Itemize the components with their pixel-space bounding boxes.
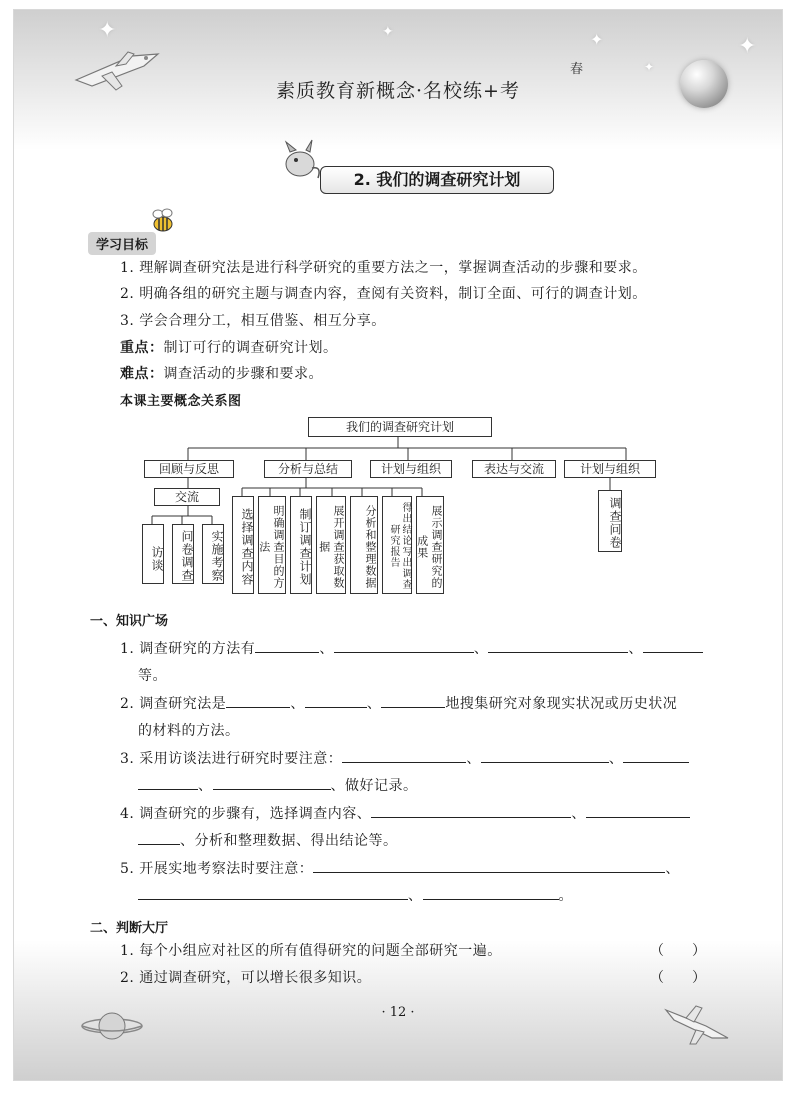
answer-blank[interactable] — [213, 775, 331, 790]
concept-map-root: 我们的调查研究计划 — [308, 417, 492, 437]
answer-blank[interactable] — [586, 803, 690, 818]
sparkle-icon: ✦ — [738, 34, 757, 59]
key-point-label: 重点： — [120, 340, 164, 356]
concept-node-analysis-child: 展示调查研究的成果 — [416, 496, 444, 594]
question-1: 1. 调查研究的方法有 、 、 、 — [120, 638, 703, 658]
sparkle-icon: ✦ — [382, 24, 394, 40]
question-3-cont: 、 、做好记录。 — [138, 775, 418, 795]
answer-blank[interactable] — [381, 693, 445, 708]
key-point-text: 制订可行的调查研究计划。 — [163, 340, 338, 356]
judgement-item: 2. 通过调查研究，可以增长很多知识。 — [120, 970, 372, 986]
concept-node-l1: 表达与交流 — [472, 460, 556, 478]
goal-item: 1. 理解调查研究法是进行科学研究的重要方法之一，掌握调查活动的步骤和要求。 — [120, 260, 647, 276]
question-3: 3. 采用访谈法进行研究时要注意： 、 、 — [120, 748, 689, 768]
concept-node-l1: 回顾与反思 — [144, 460, 234, 478]
answer-blank[interactable] — [226, 693, 290, 708]
question-4-cont: 、分析和整理数据、得出结论等。 — [138, 830, 398, 850]
goal-item: 3. 学会合理分工，相互借鉴、相互分享。 — [120, 313, 386, 329]
concept-node-l1: 计划与组织 — [370, 460, 452, 478]
concept-node-l1: 计划与组织 — [564, 460, 656, 478]
question-5-cont: 、 。 — [138, 885, 573, 905]
concept-node-exchange-child: 实施考察 — [202, 524, 224, 584]
concept-node-analysis-child: 选择调查内容 — [232, 496, 254, 594]
answer-blank[interactable] — [371, 803, 571, 818]
series-title: 素质教育新概念·名校练+考 — [276, 80, 520, 102]
question-1-end: 等。 — [138, 668, 167, 684]
question-4: 4. 调查研究的步骤有，选择调查内容、 、 — [120, 803, 690, 823]
sparkle-icon: ✦ — [98, 18, 117, 43]
concept-node-analysis-child: 明确调查目的方法 — [258, 496, 286, 594]
answer-blank[interactable] — [305, 693, 367, 708]
sparkle-icon: ✦ — [644, 60, 655, 74]
answer-blank[interactable] — [481, 748, 609, 763]
answer-blank[interactable] — [488, 638, 628, 653]
sparkle-icon: ✦ — [590, 30, 604, 49]
concept-node-exchange-child: 问卷调查 — [172, 524, 194, 584]
section-title: 二、判断大厅 — [90, 921, 169, 936]
goal-item: 2. 明确各组的研究主题与调查内容，查阅有关资料，制订全面、可行的调查计划。 — [120, 286, 647, 302]
answer-parentheses[interactable]: （ ） — [650, 970, 706, 986]
answer-blank[interactable] — [342, 748, 466, 763]
answer-blank[interactable] — [643, 638, 703, 653]
space-shuttle-icon — [662, 1000, 732, 1046]
difficulty-label: 难点： — [120, 366, 164, 382]
concept-map-title: 本课主要概念关系图 — [120, 394, 242, 409]
answer-blank[interactable] — [138, 775, 198, 790]
concept-node-analysis-child: 分析和整理数据 — [350, 496, 378, 594]
page — [14, 10, 782, 1080]
concept-node-plan-child: 调查问卷 — [598, 490, 622, 552]
section-title: 一、知识广场 — [90, 614, 169, 629]
difficulty-text: 调查活动的步骤和要求。 — [163, 366, 323, 382]
judgement-item: 1. 每个小组应对社区的所有值得研究的问题全部研究一遍。 — [120, 943, 502, 959]
question-2: 2. 调查研究法是 、 、 地搜集研究对象现实状况或历史状况 — [120, 693, 677, 713]
answer-blank[interactable] — [255, 638, 319, 653]
concept-node-analysis-child: 展开调查获取数据 — [316, 496, 346, 594]
answer-blank[interactable] — [423, 885, 559, 900]
concept-node-l1: 分析与总结 — [264, 460, 352, 478]
lesson-title: 2. 我们的调查研究计划 — [320, 166, 554, 194]
concept-node-exchange-child: 访谈 — [142, 524, 164, 584]
answer-parentheses[interactable]: （ ） — [650, 943, 706, 959]
concept-node-analysis-child: 制订调查计划 — [290, 496, 312, 594]
page-number: · 12 · — [381, 1005, 415, 1020]
answer-blank[interactable] — [138, 885, 408, 900]
question-2-end: 的材料的方法。 — [138, 723, 240, 739]
concept-node-analysis-child: 得出结论写出调查研究报告 — [382, 496, 412, 594]
answer-blank[interactable] — [334, 638, 474, 653]
answer-blank[interactable] — [313, 858, 665, 873]
answer-blank[interactable] — [623, 748, 689, 763]
learning-goals-tag: 学习目标 — [88, 232, 156, 255]
answer-blank[interactable] — [138, 830, 180, 845]
season-mark: 春 — [570, 62, 584, 77]
concept-node-exchange: 交流 — [154, 488, 220, 506]
question-5: 5. 开展实地考察法时要注意： 、 — [120, 858, 680, 878]
